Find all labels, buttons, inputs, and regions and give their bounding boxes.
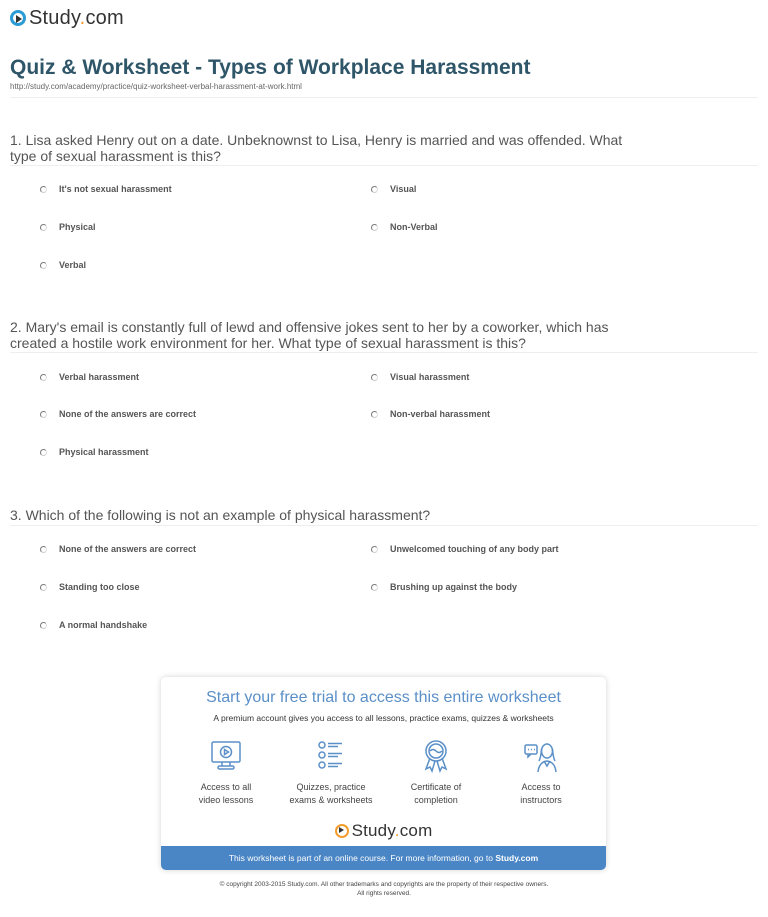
certificate-icon — [419, 739, 453, 773]
copyright-footer: © copyright 2003-2015 Study.com. All other trademarks and copyrights are the property of their respective owners. All rights reserved. — [219, 881, 549, 897]
radio-button[interactable] — [371, 186, 378, 193]
instructor-icon — [524, 739, 558, 773]
divider — [10, 97, 758, 98]
radio-button[interactable] — [40, 622, 47, 629]
radio-button[interactable] — [371, 584, 378, 591]
q3-option-2[interactable]: Unwelcomed touching of any body part — [371, 544, 559, 554]
radio-button[interactable] — [40, 262, 47, 269]
q2-option-4[interactable]: Non-verbal harassment — [371, 409, 490, 419]
divider — [10, 165, 758, 166]
play-logo-icon — [10, 10, 26, 26]
question-2-text: 2. Mary's email is constantly full of lewd and offensive jokes sent to her by a coworker, which has created a hostile work environment for her. What type of sexual harassment is this? — [10, 319, 609, 351]
question-3-text: 3. Which of the following is not an example of physical harassment? — [10, 507, 431, 523]
q1-option-4[interactable]: Non-Verbal — [371, 222, 438, 232]
feature-quizzes: Quizzes, practice exams & worksheets — [276, 739, 386, 807]
promo-study-logo[interactable]: Study.com — [161, 821, 606, 841]
radio-button[interactable] — [40, 449, 47, 456]
logo-text: Study.com — [29, 6, 124, 29]
radio-button[interactable] — [40, 374, 47, 381]
q3-option-1[interactable]: None of the answers are correct — [40, 544, 196, 554]
radio-button[interactable] — [371, 411, 378, 418]
q2-option-3[interactable]: None of the answers are correct — [40, 409, 196, 419]
q3-option-3[interactable]: Standing too close — [40, 582, 140, 592]
video-lesson-icon — [209, 739, 243, 773]
q1-option-3[interactable]: Physical — [40, 222, 96, 232]
radio-button[interactable] — [40, 224, 47, 231]
promo-banner: This worksheet is part of an online course. For more information, go to Study.com — [161, 846, 606, 870]
radio-button[interactable] — [40, 186, 47, 193]
radio-button[interactable] — [371, 224, 378, 231]
q3-option-5[interactable]: A normal handshake — [40, 620, 147, 630]
study-logo[interactable] — [10, 6, 124, 30]
free-trial-promo[interactable] — [161, 677, 606, 870]
page-url: http://study.com/academy/practice/quiz-worksheet-verbal-harassment-at-work.html — [10, 82, 302, 91]
divider — [10, 352, 758, 353]
divider — [10, 525, 758, 526]
q1-option-2[interactable]: Visual — [371, 184, 416, 194]
q1-option-1[interactable]: It's not sexual harassment — [40, 184, 172, 194]
promo-title: Start your free trial to access this entire worksheet — [206, 689, 561, 706]
quiz-list-icon — [314, 739, 348, 773]
q2-option-1[interactable]: Verbal harassment — [40, 372, 139, 382]
radio-button[interactable] — [371, 546, 378, 553]
radio-button[interactable] — [40, 546, 47, 553]
radio-button[interactable] — [371, 374, 378, 381]
q2-option-5[interactable]: Physical harassment — [40, 447, 149, 457]
q1-option-5[interactable]: Verbal — [40, 260, 86, 270]
study-link[interactable]: Study.com — [495, 853, 539, 863]
feature-certificate: Certificate of completion — [381, 739, 491, 807]
feature-video-lessons: Access to all video lessons — [171, 739, 281, 807]
play-logo-icon — [335, 824, 349, 838]
radio-button[interactable] — [40, 584, 47, 591]
q3-option-4[interactable]: Brushing up against the body — [371, 582, 517, 592]
question-1-text: 1. Lisa asked Henry out on a date. Unbeknownst to Lisa, Henry is married and was offended. What type of sexual harassment is this? — [10, 132, 623, 164]
q2-option-2[interactable]: Visual harassment — [371, 372, 469, 382]
promo-subtitle: A premium account gives you access to all lessons, practice exams, quizzes & worksheets — [213, 713, 554, 723]
page-title: Quiz & Worksheet - Types of Workplace Harassment — [10, 56, 531, 79]
feature-instructors: Access to instructors — [486, 739, 596, 807]
radio-button[interactable] — [40, 411, 47, 418]
